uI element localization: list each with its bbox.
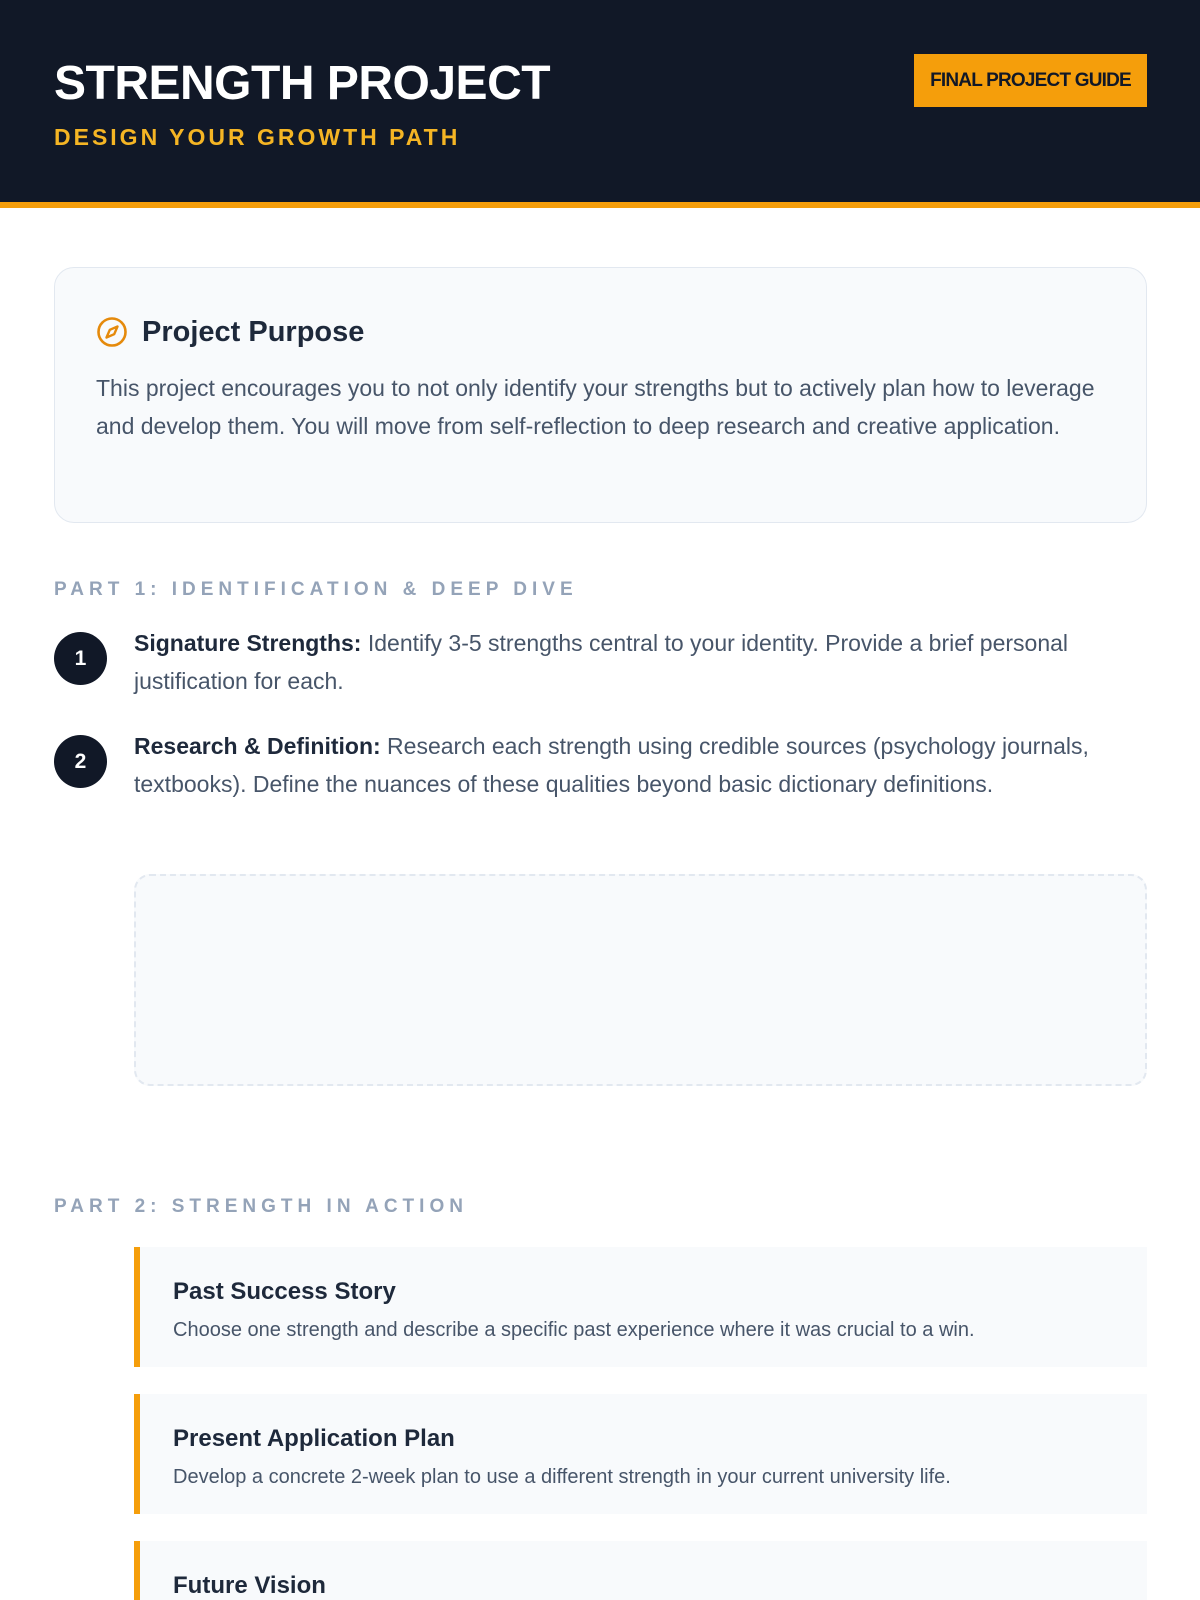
action-card-text: Develop a concrete 2-week plan to use a different strength in your current university life. bbox=[173, 1466, 951, 1488]
part-2-label: PART 2: STRENGTH IN ACTION bbox=[54, 1196, 468, 1217]
page-header bbox=[0, 0, 1200, 208]
part-1-label: PART 1: IDENTIFICATION & DEEP DIVE bbox=[54, 579, 578, 600]
compass-icon bbox=[96, 316, 128, 348]
research-placeholder-area bbox=[134, 874, 1147, 1086]
action-card-title: Present Application Plan bbox=[173, 1425, 455, 1452]
action-card-present-plan bbox=[134, 1394, 1147, 1514]
step-description: Identify 3-5 strengths central to your identity. Provide a brief personal justification for each. bbox=[134, 630, 1069, 694]
action-card-past-success bbox=[134, 1247, 1147, 1367]
action-card-text: Choose one strength and describe a specific past experience where it was crucial to a win. bbox=[173, 1319, 975, 1341]
step-title: Signature Strengths: bbox=[134, 630, 362, 656]
guide-badge: FINAL PROJECT GUIDE bbox=[914, 54, 1147, 107]
purpose-heading: Project Purpose bbox=[142, 316, 365, 348]
step-description: Research each strength using credible sources (psychology journals, textbooks). Define the nuances of these qualities beyond basic dictionary definitions. bbox=[134, 733, 1089, 797]
action-card-title: Past Success Story bbox=[173, 1278, 396, 1305]
step-title: Research & Definition: bbox=[134, 733, 381, 759]
step-number-badge: 1 bbox=[54, 632, 107, 685]
page-title: STRENGTH PROJECT bbox=[54, 57, 551, 110]
step-text bbox=[134, 727, 1147, 803]
purpose-body: This project encourages you to not only identify your strengths but to actively plan how to leverage and develop them. You will move from self-reflection to deep research and creative application. bbox=[96, 375, 1095, 439]
step-text bbox=[134, 624, 1147, 700]
action-card-title: Future Vision bbox=[173, 1572, 326, 1599]
purpose-heading-row bbox=[96, 314, 364, 350]
page-subtitle: DESIGN YOUR GROWTH PATH bbox=[54, 124, 461, 150]
action-card-future-vision bbox=[134, 1541, 1147, 1600]
project-purpose-card bbox=[54, 267, 1147, 523]
step-number-badge: 2 bbox=[54, 735, 107, 788]
